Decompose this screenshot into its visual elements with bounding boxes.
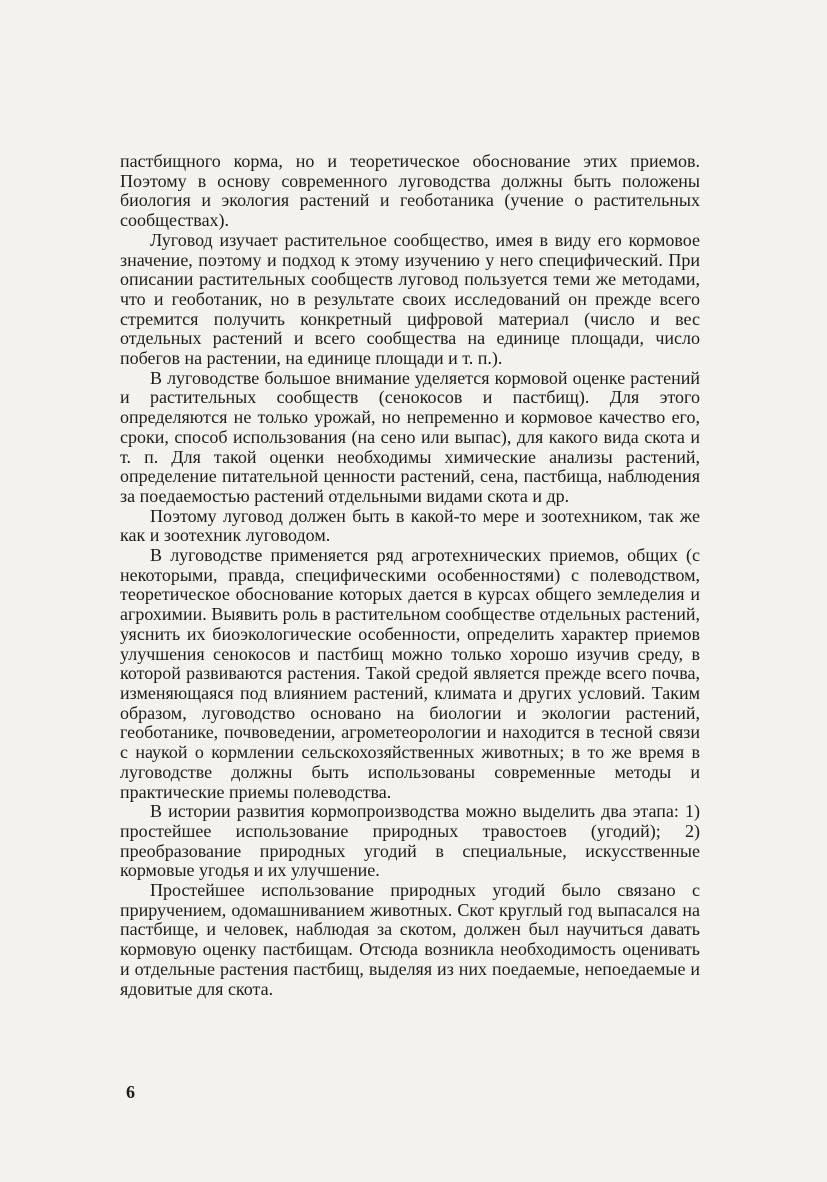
paragraph-5: В луговодстве применяется ряд агротехнических приемов, общих (с некоторыми, правда, специфическими особенностями) с полеводством, теоретическое обоснование которых дается в курсах общего земледелия и агрохимии. Выявить роль в растительном сообществе отдельных растений, уяснить их биоэкологические особенности, определить характер приемов улучшения сенокосов и пастбищ можно только хорошо изучив среду, в которой развиваются растения. Такой средой является прежде всего почва, изменяющаяся под влиянием растений, климата и других условий. Таким образом, луговодство основано на биологии и экологии растений, геоботанике, почвоведении, агрометеорологии и находится в тесной связи с наукой о кормлении сельскохозяйственных животных; в то же время в луговодстве должны быть использованы современные методы и практические приемы полеводства. — [120, 545, 700, 802]
page-number: 6 — [126, 1082, 135, 1102]
paragraph-1: пастбищного корма, но и теоретическое обоснование этих приемов. Поэтому в основу современного луговодства должны быть положены биология и экология растений и геоботаника (учение о растительных сообществах). — [120, 151, 700, 231]
page-body — [120, 152, 700, 999]
paragraph-7: Простейшее использование природных угодий было связано с приручением, одомашниванием животных. Скот круглый год выпасался на пастбище, и человек, наблюдая за скотом, должен был научиться давать кормовую оценку пастбищам. Отсюда возникла необходимость оценивать и отдельные растения пастбищ, выделяя из них поедаемые, непоедаемые и ядовитые для скота. — [120, 880, 700, 999]
paragraph-6: В истории развития кормопроизводства можно выделить два этапа: 1) простейшее использование природных травостоев (угодий); 2) преобразование природных угодий в специальные, искусственные кормовые угодья и их улучшение. — [120, 801, 700, 881]
paragraph-2: Луговод изучает растительное сообщество, имея в виду его кормовое значение, поэтому и подход к этому изучению у него специфический. При описании растительных сообществ луговод пользуется теми же методами, что и геоботаник, но в результате своих исследований он прежде всего стремится получить конкретный цифровой материал (число и вес отдельных растений и всего сообщества на единице площади, число побегов на растении, на единице площади и т. п.). — [120, 229, 700, 369]
paragraph-3: В луговодстве большое внимание уделяется кормовой оценке растений и растительных сообществ (сенокосов и пастбищ). Для этого определяются не только урожай, но непременно и кормовое качество его, сроки, способ использования (на сено или выпас), для какого вида скота и т. п. Для такой оценки необходимы химические анализы растений, определение питательной ценности растений, сена, пастбища, наблюдения за поедаемостью растений отдельными видами скота и др. — [120, 367, 700, 506]
paragraph-4: Поэтому луговод должен быть в какой-то мере и зоотехником, так же как и зоотехник луговодом. — [120, 505, 700, 546]
